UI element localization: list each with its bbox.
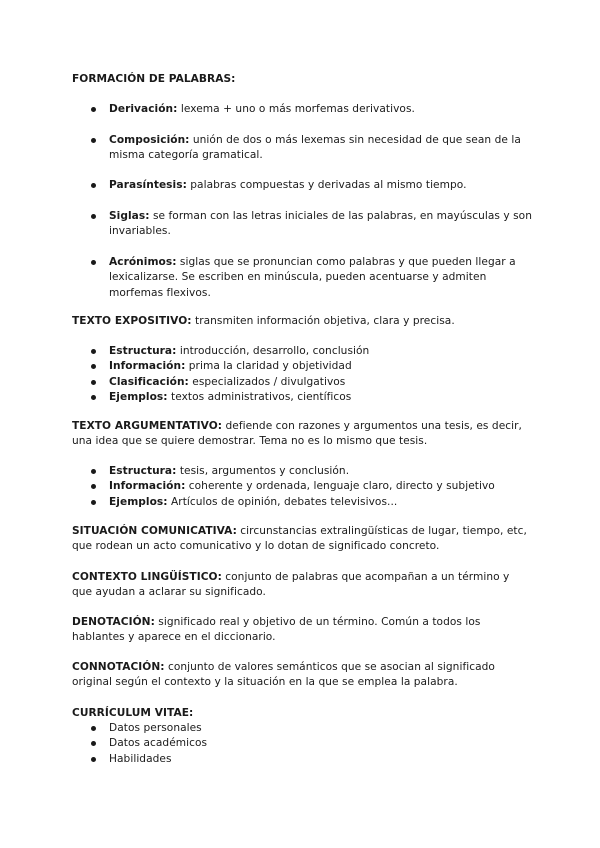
list-item: Datos académicos <box>72 736 532 751</box>
expositivo-list <box>72 344 532 405</box>
list-item: Parasíntesis: palabras compuestas y derivadas al mismo tiempo. <box>72 178 532 193</box>
list-item: Estructura: tesis, argumentos y conclusión. <box>72 464 532 479</box>
list-item: Composición: unión de dos o más lexemas sin necesidad de que sean de la misma categoría gramatical. <box>72 133 532 164</box>
denotacion-paragraph: DENOTACIÓN: significado real y objetivo de un término. Común a todos los hablantes y aparece en el diccionario. <box>72 616 481 644</box>
expositivo-paragraph: TEXTO EXPOSITIVO: transmiten información objetiva, clara y precisa. <box>72 315 455 327</box>
contexto-paragraph: CONTEXTO LINGÜÍSTICO: conjunto de palabras que acompañan a un término y que ayudan a aclarar su significado. <box>72 571 510 599</box>
list-item: Siglas: se forman con las letras iniciales de las palabras, en mayúsculas y son invariables. <box>72 209 532 240</box>
curriculum-list <box>72 721 532 767</box>
list-item: Información: coherente y ordenada, lenguaje claro, directo y subjetivo <box>72 479 532 494</box>
argumentativo-paragraph: TEXTO ARGUMENTATIVO: defiende con razones y argumentos una tesis, es decir, una idea que se quiere demostrar. Tema no es lo mismo que tesis. <box>72 420 522 448</box>
formacion-list <box>72 102 532 316</box>
list-item: Ejemplos: Artículos de opinión, debates televisivos... <box>72 495 532 510</box>
formacion-heading: FORMACIÓN DE PALABRAS: <box>72 73 236 85</box>
list-item: Estructura: introducción, desarrollo, conclusión <box>72 344 532 359</box>
situacion-paragraph: SITUACIÓN COMUNICATIVA: circunstancias extralingüísticas de lugar, tiempo, etc, que rodean un acto comunicativo y lo dotan de significado concreto. <box>72 525 527 553</box>
list-item: Información: prima la claridad y objetividad <box>72 359 532 374</box>
list-item: Acrónimos: siglas que se pronuncian como palabras y que pueden llegar a lexicalizarse. Se escriben en minúscula, pueden acentuarse y admiten morfemas flexivos. <box>72 255 532 301</box>
curriculum-heading: CURRÍCULUM VITAE: <box>72 707 194 719</box>
list-item: Ejemplos: textos administrativos, científicos <box>72 390 532 405</box>
list-item: Habilidades <box>72 752 532 767</box>
list-item: Datos personales <box>72 721 532 736</box>
argumentativo-list <box>72 464 532 510</box>
list-item: Clasificación: especializados / divulgativos <box>72 375 532 390</box>
list-item: Derivación: lexema + uno o más morfemas derivativos. <box>72 102 532 117</box>
connotacion-paragraph: CONNOTACIÓN: conjunto de valores semánticos que se asocian al significado original según el contexto y la situación en la que se emplea la palabra. <box>72 661 495 689</box>
